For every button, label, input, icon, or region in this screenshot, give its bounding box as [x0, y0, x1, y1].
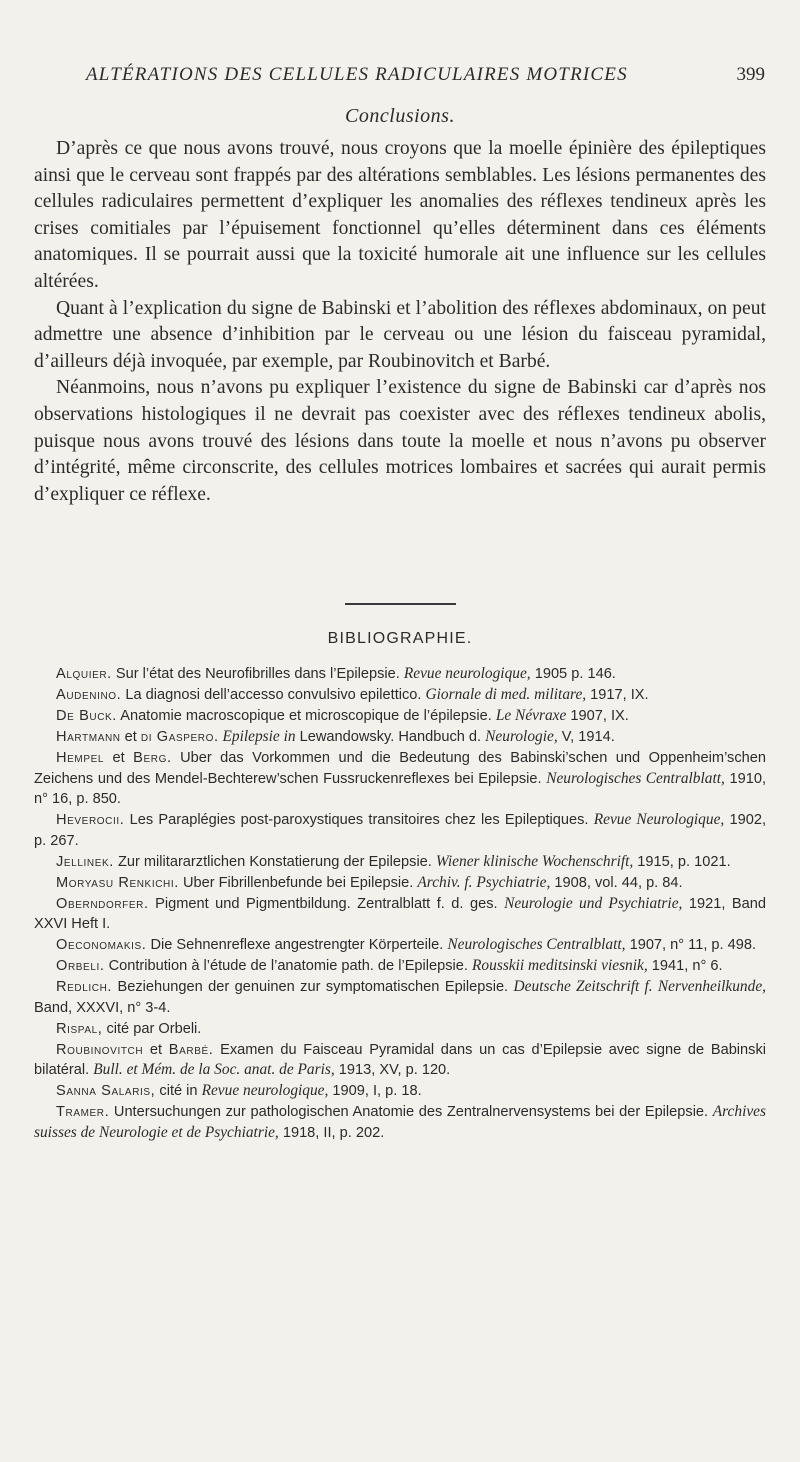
- bibliography-entry: De Buck. Anatomie macroscopique et microscopique de l’épilepsie. Le Névraxe 1907, IX.: [56, 707, 629, 724]
- paragraph: Quant à l’explication du signe de Babinski et l’abolition des réflexes abdominaux, on peut admettre une absence d’inhibition par le cerveau ou une lésion du faisceau pyramidal, d’ailleurs déjà invoquée, par exemple, par Roubinovitch et Barbé.: [34, 297, 766, 372]
- bibliography-entry: Jellinek. Zur militararztlichen Konstatierung der Epilepsie. Wiener klinische Wochenschrift, 1915, p. 1021.: [56, 852, 731, 870]
- bibliography-entry: Orbeli. Contribution à l’étude de l’anatomie path. de l’Epilepsie. Rousskii meditsinski viesnik, 1941, n° 6.: [56, 957, 723, 974]
- separator-rule: [345, 603, 456, 605]
- bibliography-entry: Sanna Salaris, cité in Revue neurologique, 1909, I, p. 18.: [56, 1082, 422, 1099]
- bibliography-entry: Audenino. La diagnosi dell’accesso convulsivo epilettico. Giornale di med. militare, 1917, IX.: [56, 686, 649, 703]
- section-title: Conclusions.: [345, 105, 455, 127]
- conclusions-body: [34, 136, 766, 508]
- bibliography-entry: Heverocii. Les Paraplégies post-paroxystiques transitoires chez les Epileptiques. Revue Neurologique, 1902, p. 267.: [34, 811, 766, 849]
- bibliography-list: [34, 664, 766, 1144]
- bibliography-entry: Moryasu Renkichi. Uber Fibrillenbefunde bei Epilepsie. Archiv. f. Psychiatrie, 1908, vol. 44, p. 84.: [56, 873, 683, 891]
- bibliography-entry: Rispal, cité par Orbeli.: [56, 1020, 202, 1037]
- bibliography-entry: Hempel et Berg. Uber das Vorkommen und die Bedeutung des Babinski’schen und Oppenheim’schen Zeichens und des Mendel-Bechterew’schen Fussruckenreflexes bei Epilepsie. Neurologisches Centralblatt, 1910, n° 16, p. 850.: [34, 750, 766, 807]
- bibliography-entry: Hartmann et di Gaspero. Epilepsie in Lewandowsky. Handbuch d. Neurologie, V, 1914.: [56, 728, 615, 745]
- bibliography-entry: Oeconomakis. Die Sehnenreflexe angestrengter Körperteile. Neurologisches Centralblatt, 1907, n° 11, p. 498.: [56, 936, 757, 953]
- bibliography-entry: Oberndorfer. Pigment und Pigmentbildung. Zentralblatt f. d. ges. Neurologie und Psychiatrie, 1921, Band XXVI Heft I.: [34, 894, 767, 932]
- running-head: [60, 64, 765, 88]
- running-head-title: ALTÉRATIONS DES CELLULES RADICULAIRES MOTRICES: [86, 64, 628, 85]
- bibliography-title: BIBLIOGRAPHIE.: [327, 630, 473, 647]
- bibliography-entry: Roubinovitch et Barbé. Examen du Faisceau Pyramidal dans un cas d’Epilepsie avec signe de Babinski bilatéral. Bull. et Mém. de la Soc. anat. de Paris, 1913, XV, p. 120.: [34, 1041, 767, 1078]
- paragraph: D’après ce que nous avons trouvé, nous croyons que la moelle épinière des épileptiques ainsi que le cerveau sont frappés par des altérations semblables. Les lésions permanentes des cellules radiculaires permettent d’expliquer les anomalies des réflexes tendineux après les crises comitiales par l’épuisement fonctionnel qu’elles déterminent dans ces éléments anatomiques. Il se pourrait aussi que la toxicité humorale ait une influence sur les cellules altérées.: [34, 138, 766, 292]
- bibliography-entry: Redlich. Beziehungen der genuinen zur symptomatischen Epilepsie. Deutsche Zeitschrift f. Nervenheilkunde, Band, XXXVI, n° 3-4.: [34, 978, 766, 1016]
- page-number: 399: [736, 64, 765, 85]
- bibliography-entry: Tramer. Untersuchungen zur pathologischen Anatomie des Zentralnervensystems bei der Epilepsie. Archives suisses de Neurologie et de Psychiatrie, 1918, II, p. 202.: [34, 1103, 766, 1141]
- bibliography-entry: Alquier. Sur l’état des Neurofibrilles dans l’Epilepsie. Revue neurologique, 1905 p. 146.: [56, 665, 616, 682]
- paragraph: Néanmoins, nous n’avons pu expliquer l’existence du signe de Babinski car d’après nos observations histologiques il ne devrait pas coexister avec des réflexes tendineux abolis, puisque nous avons trouvé des lésions dans toute la moelle et nous n’avons pu observer d’intégrité, même circonscrite, des cellules motrices lombaires et sacrées qui aurait permis d’expliquer ce réflexe.: [34, 377, 766, 505]
